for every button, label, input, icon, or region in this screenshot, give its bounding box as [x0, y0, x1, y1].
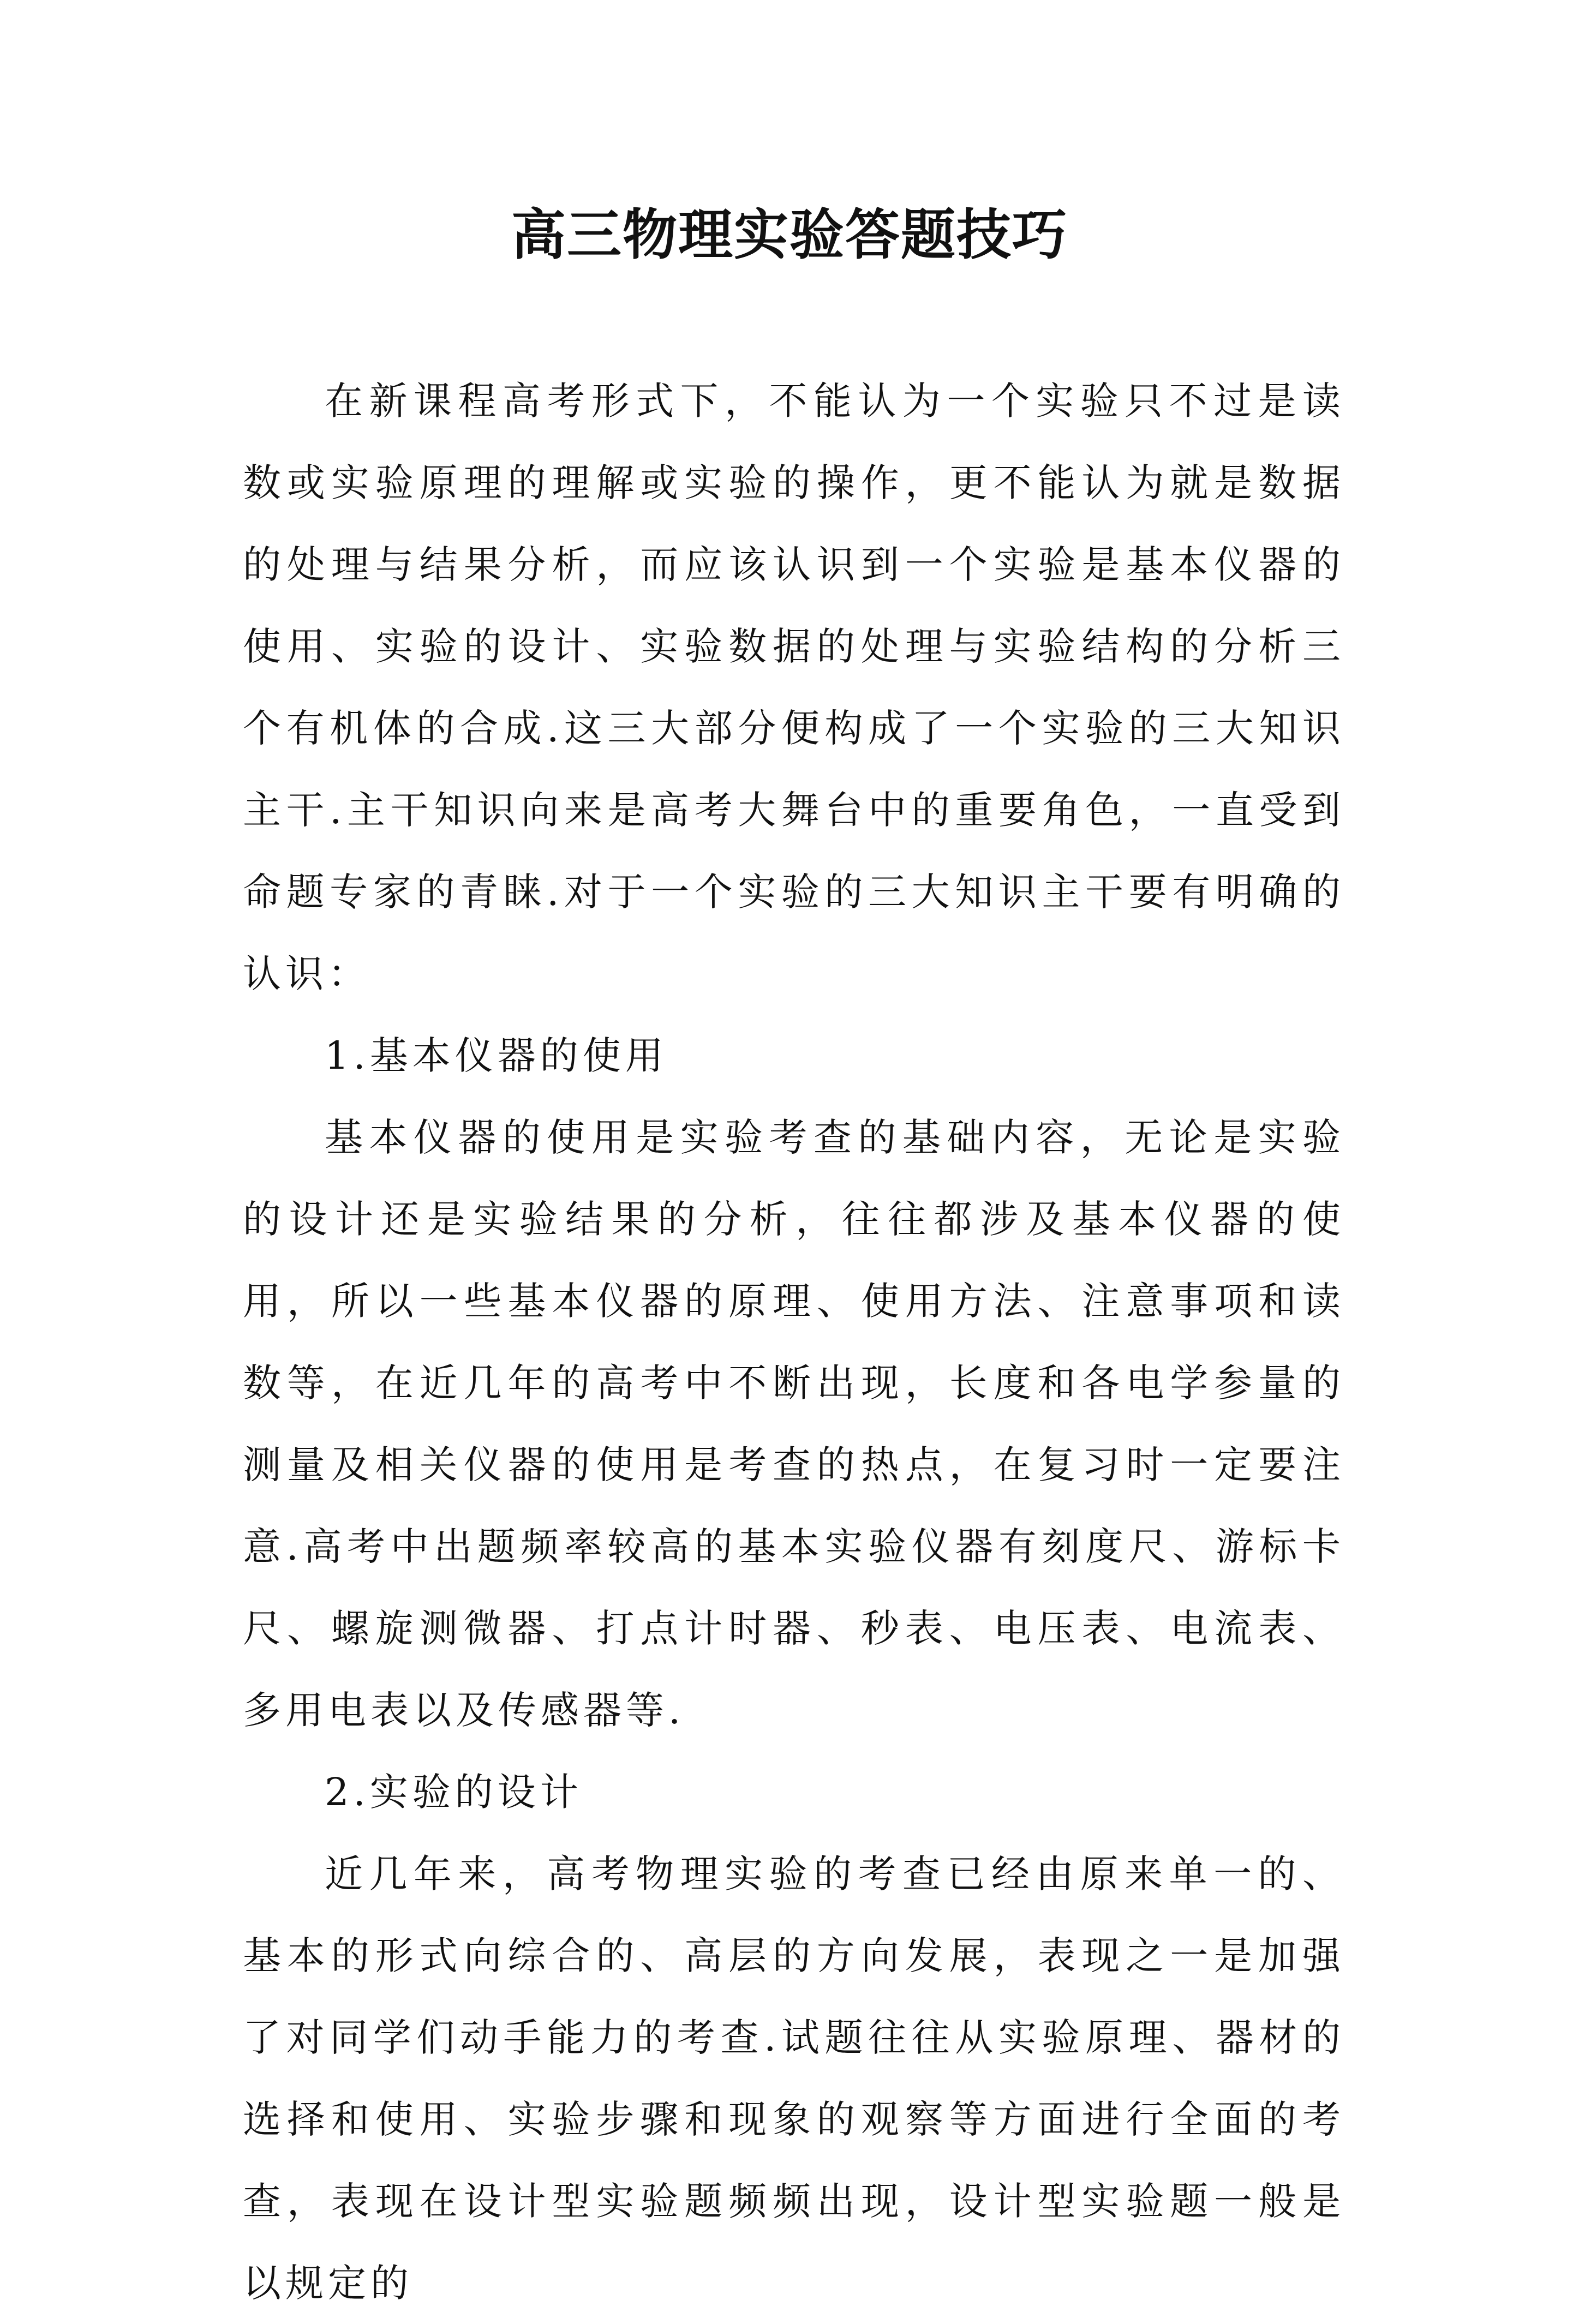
section-heading-instruments: 1.基本仪器的使用 — [325, 1033, 668, 1078]
instruments-paragraph: 基本仪器的使用是实验考查的基础内容，无论是实验的设计还是实验结果的分析，往往都涉及基本仪器的使用，所以一些基本仪器的原理、使用方法、注意事项和读数等，在近几年的高考中不断出现，长度和各电学参量的测量及相关仪器的使用是考查的热点，在复习时一定要注意.高考中出题频率较高的基本实验仪器有刻度尺、游标卡尺、螺旋测微器、打点计时器、秒表、电压表、电流表、多用电表以及传感器等. — [243, 1115, 1345, 1733]
document-body — [243, 360, 1345, 2324]
section-heading-design: 2.实验的设计 — [325, 1770, 583, 1814]
document-title: 高三物理实验答题技巧 — [511, 202, 1068, 267]
intro-paragraph: 在新课程高考形式下，不能认为一个实验只不过是读数或实验原理的理解或实验的操作，更不能认为就是数据的处理与结果分析，而应该认识到一个实验是基本仪器的使用、实验的设计、实验数据的处理与实验结构的分析三个有机体的合成.这三大部分便构成了一个实验的三大知识主干.主干知识向来是高考大舞台中的重要角色，一直受到命题专家的青睐.对于一个实验的三大知识主干要有明确的认识： — [243, 379, 1345, 996]
design-paragraph: 近几年来，高考物理实验的考查已经由原来单一的、基本的形式向综合的、高层的方向发展，表现之一是加强了对同学们动手能力的考查.试题往往从实验原理、器材的选择和使用、实验步骤和现象的观察等方面进行全面的考查，表现在设计型实验题频频出现，设计型实验题一般是以规定的 — [243, 1852, 1345, 2305]
